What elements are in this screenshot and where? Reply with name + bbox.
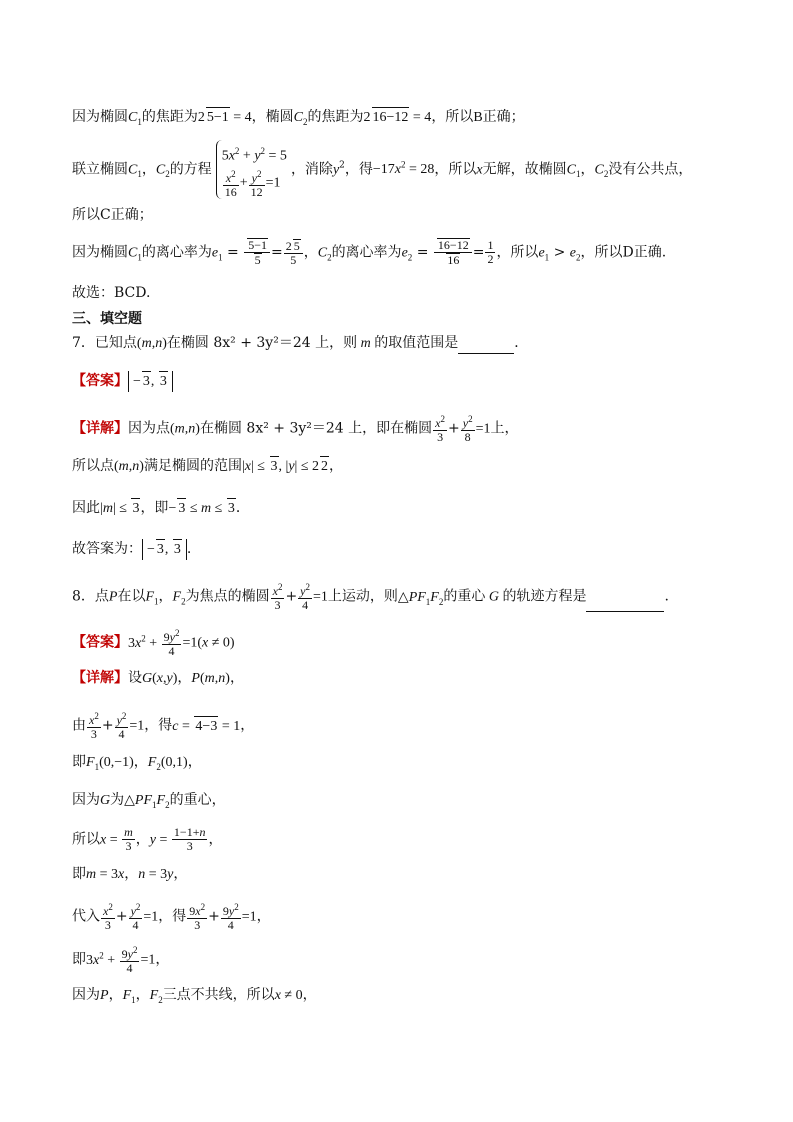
text-simultaneous: 联立椭圆$C_1$，$C_2$的方程 $5x^2 + y^2 = 5$ $\frac{x^2}{16}$ + $\frac{y^2}{12}$ =1 ，消除$y^2$，得$-17x^2 = 28$，所以x无解，故椭圆$C_1$，$C_2$没有公共点， [72,140,692,199]
detail-7-line1: 【详解】因为点(m,n)在椭圆 8x² + 3y²＝24 上，即在椭圆 $\frac{x^2}{3}$ + $\frac{y^2}{8}$ =1上， [72,414,519,444]
detail-tag: 【详解】 [72,670,128,686]
answer-blank [458,339,514,354]
section-heading: 三、填空题 [72,311,142,327]
detail-8-line8: 即$3x^2$ + $\frac{9y^2}{4}$ =1， [72,945,170,975]
detail-8-line3: 即$F_1(0,-1)$，$F_2(0,1)$， [72,754,202,772]
detail-7-line4: 故答案为： − 3, 3 . [72,539,191,560]
detail-8-line6: 即m = 3x，n = 3y， [72,866,188,882]
answer-7: 【答案】 − 3, 3 [72,371,173,392]
equation-system: $5x^2 + y^2 = 5$ $\frac{x^2}{16}$ + $\frac{y^2}{12}$ =1 [216,140,287,199]
question-7: 7．已知点(m,n)在椭圆 8x² + 3y²＝24 上，则 m 的取值范围是 ． [72,333,528,354]
detail-8-line5: 所以x = $\frac{m}{3}$ ，y = $\frac{1-1+n}{3}$ ， [72,825,223,853]
text-c-correct: 所以C正确； [72,207,153,223]
question-8: 8．点P在以$F_1$，$F_2$为焦点的椭圆 $\frac{x^2}{3}$ + $\frac{y^2}{4}$ =1上运动，则$\triangle PF_1F_2$的重心 G 的轨迹方程是 . [72,582,669,612]
detail-8-line9: 因为P，$F_1$，$F_2$三点不共线，所以x ≠ 0， [72,987,317,1005]
detail-tag: 【详解】 [72,420,128,437]
text-eccentricity: 因为椭圆$C_1$的离心率为$e_1$ = $\frac{5-1}{5}$ = $\frac{2 5}{5}$ ，$C_2$的离心率为$e_2$ = $\frac{16-12}{16}$ = $\frac{1}{2}$ ，所以$e_1 > e_2$，所以D正确. [72,238,667,267]
detail-8-line7: 代入 $\frac{x^2}{3}$ + $\frac{y^2}{4}$ =1，得 $\frac{9x^2}{3}$ + $\frac{9y^2}{4}$ =1， [72,902,271,932]
detail-8-line1: 【详解】设G(x,y)，P(m,n)， [72,670,244,686]
answer-blank [586,597,664,612]
answer-8: 【答案】$3x^2$ + $\frac{9y^2}{4}$ =1(x ≠ 0) [72,628,235,658]
detail-8-line2: 由 $\frac{x^2}{3}$ + $\frac{y^2}{4}$ =1，得c = 4−3 = 1， [72,711,255,741]
text-choose: 故选：BCD. [72,285,151,301]
answer-tag: 【答案】 [72,634,128,651]
answer-tag: 【答案】 [72,373,128,389]
detail-7-line2: 所以点(m,n)满足椭圆的范围|x| ≤ 3, |y| ≤ 2 2， [72,456,343,477]
detail-7-line3: 因此|m| ≤ 3，即− 3 ≤ m ≤ 3． [72,498,250,519]
detail-8-line4: 因为G为$\triangle PF_1F_2$的重心， [72,792,226,810]
text-focal-distance: 因为椭圆$C_1$的焦距为2 5−1 = 4，椭圆$C_2$的焦距为2 16−12 = 4，所以B正确； [72,109,525,127]
